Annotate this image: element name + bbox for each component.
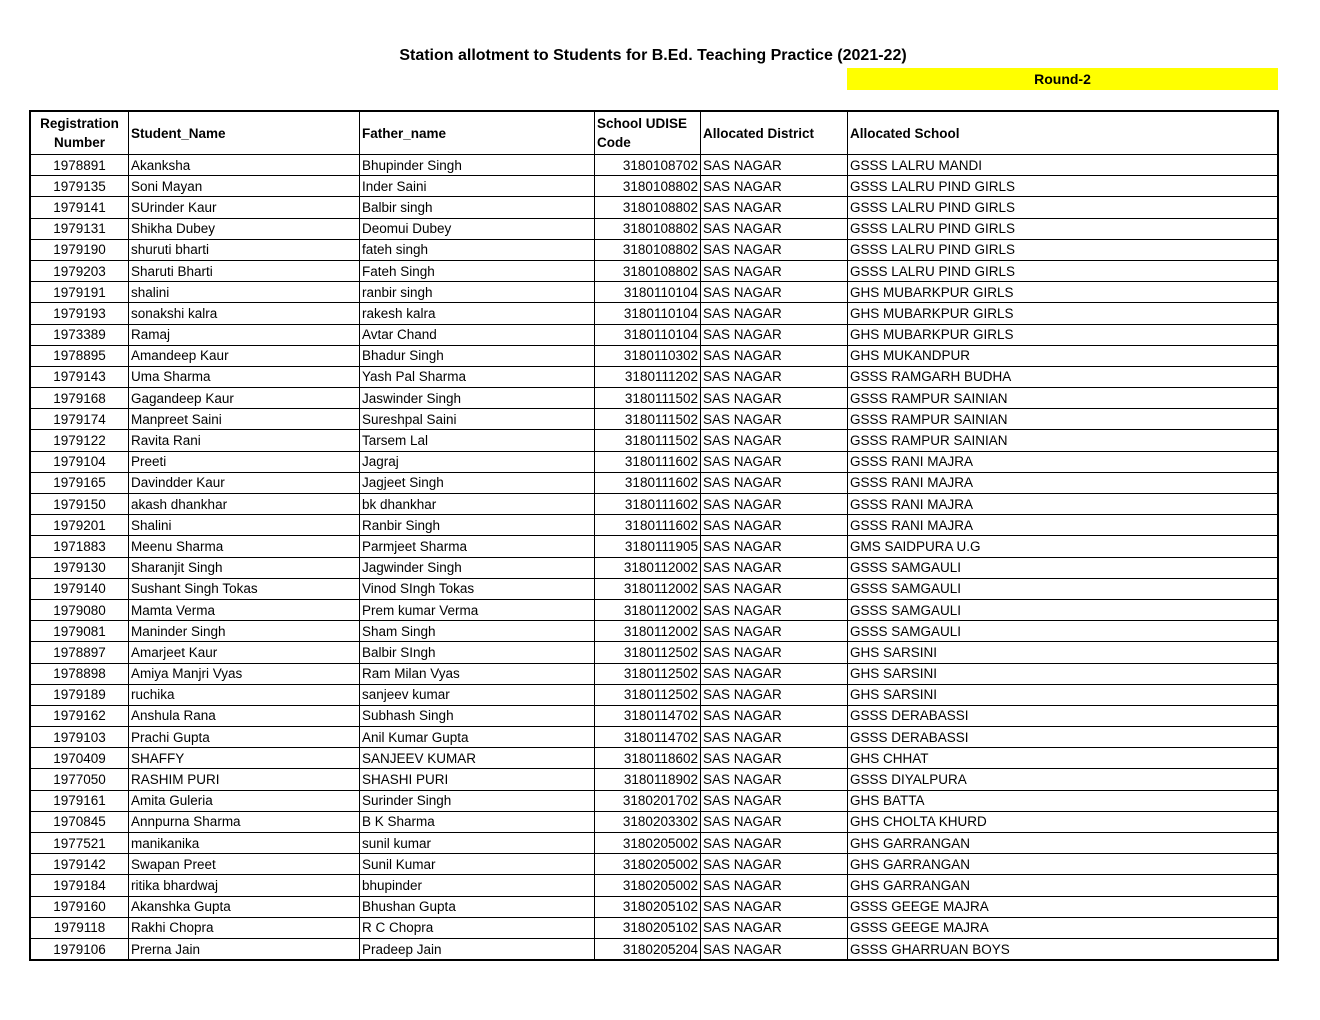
cell-school-udise-code: 3180112502 (595, 642, 701, 663)
cell-registration-number: 1973389 (30, 324, 129, 345)
cell-father-name: Vinod SIngh Tokas (360, 578, 595, 599)
table-row (30, 769, 1278, 790)
cell-school-udise-code: 3180108802 (595, 197, 701, 218)
cell-allocated-district: SAS NAGAR (701, 239, 848, 260)
table-row (30, 260, 1278, 281)
cell-allocated-school: GHS GARRANGAN (848, 854, 1279, 875)
cell-registration-number: 1979118 (30, 917, 129, 938)
cell-school-udise-code: 3180108802 (595, 176, 701, 197)
cell-father-name: Jagjeet Singh (360, 472, 595, 493)
cell-father-name: ranbir singh (360, 282, 595, 303)
table-row (30, 515, 1278, 536)
table-body (30, 155, 1278, 961)
cell-student-name: Amiya Manjri Vyas (129, 663, 360, 684)
table-row (30, 811, 1278, 832)
table-row (30, 345, 1278, 366)
cell-student-name: SHAFFY (129, 748, 360, 769)
cell-student-name: ruchika (129, 684, 360, 705)
cell-student-name: Meenu Sharma (129, 536, 360, 557)
cell-school-udise-code: 3180205002 (595, 875, 701, 896)
round-label: Round-2 (847, 68, 1278, 90)
cell-allocated-district: SAS NAGAR (701, 578, 848, 599)
cell-allocated-district: SAS NAGAR (701, 345, 848, 366)
header-student-name: Student_Name (129, 111, 360, 155)
cell-allocated-district: SAS NAGAR (701, 536, 848, 557)
cell-registration-number: 1979201 (30, 515, 129, 536)
cell-father-name: Balbir SIngh (360, 642, 595, 663)
cell-registration-number: 1979140 (30, 578, 129, 599)
cell-school-udise-code: 3180205002 (595, 833, 701, 854)
table-row (30, 642, 1278, 663)
cell-student-name: Gagandeep Kaur (129, 388, 360, 409)
cell-allocated-school: GSSS DIYALPURA (848, 769, 1279, 790)
table-row (30, 536, 1278, 557)
cell-student-name: Preeti (129, 451, 360, 472)
cell-father-name: Fateh Singh (360, 260, 595, 281)
cell-school-udise-code: 3180114702 (595, 705, 701, 726)
cell-school-udise-code: 3180114702 (595, 727, 701, 748)
cell-allocated-district: SAS NAGAR (701, 218, 848, 239)
header-registration-number: Registration Number (30, 111, 129, 155)
cell-allocated-district: SAS NAGAR (701, 303, 848, 324)
cell-allocated-district: SAS NAGAR (701, 472, 848, 493)
cell-student-name: Shalini (129, 515, 360, 536)
cell-father-name: Sunil Kumar (360, 854, 595, 875)
cell-allocated-school: GSSS SAMGAULI (848, 599, 1279, 620)
cell-school-udise-code: 3180111602 (595, 472, 701, 493)
table-row (30, 621, 1278, 642)
cell-school-udise-code: 3180111502 (595, 388, 701, 409)
cell-allocated-school: GSSS RAMPUR SAINIAN (848, 409, 1279, 430)
cell-allocated-district: SAS NAGAR (701, 854, 848, 875)
cell-allocated-district: SAS NAGAR (701, 366, 848, 387)
cell-allocated-school: GSSS SAMGAULI (848, 578, 1279, 599)
cell-allocated-district: SAS NAGAR (701, 155, 848, 176)
cell-allocated-district: SAS NAGAR (701, 494, 848, 515)
table-row (30, 705, 1278, 726)
cell-allocated-school: GSSS GEEGE MAJRA (848, 917, 1279, 938)
table-row (30, 917, 1278, 938)
cell-school-udise-code: 3180112002 (595, 578, 701, 599)
cell-school-udise-code: 3180201702 (595, 790, 701, 811)
cell-student-name: manikanika (129, 833, 360, 854)
cell-father-name: B K Sharma (360, 811, 595, 832)
cell-school-udise-code: 3180112002 (595, 621, 701, 642)
cell-school-udise-code: 3180111502 (595, 430, 701, 451)
cell-allocated-school: GMS SAIDPURA U.G (848, 536, 1279, 557)
table-row (30, 472, 1278, 493)
table-row (30, 833, 1278, 854)
cell-registration-number: 1979135 (30, 176, 129, 197)
cell-allocated-school: GSSS SAMGAULI (848, 557, 1279, 578)
cell-father-name: Prem kumar Verma (360, 599, 595, 620)
cell-father-name: Jagwinder Singh (360, 557, 595, 578)
cell-allocated-district: SAS NAGAR (701, 324, 848, 345)
cell-father-name: Anil Kumar Gupta (360, 727, 595, 748)
cell-allocated-school: GSSS RANI MAJRA (848, 494, 1279, 515)
cell-school-udise-code: 3180205102 (595, 896, 701, 917)
cell-registration-number: 1979168 (30, 388, 129, 409)
cell-registration-number: 1979141 (30, 197, 129, 218)
cell-student-name: sonakshi kalra (129, 303, 360, 324)
table-row (30, 451, 1278, 472)
cell-father-name: rakesh kalra (360, 303, 595, 324)
cell-registration-number: 1979203 (30, 260, 129, 281)
cell-father-name: Ranbir Singh (360, 515, 595, 536)
cell-allocated-district: SAS NAGAR (701, 896, 848, 917)
cell-allocated-district: SAS NAGAR (701, 684, 848, 705)
cell-registration-number: 1978898 (30, 663, 129, 684)
cell-allocated-school: GHS SARSINI (848, 663, 1279, 684)
cell-registration-number: 1979191 (30, 282, 129, 303)
header-allocated-district: Allocated District (701, 111, 848, 155)
cell-school-udise-code: 3180112002 (595, 557, 701, 578)
cell-registration-number: 1971883 (30, 536, 129, 557)
cell-school-udise-code: 3180118902 (595, 769, 701, 790)
table-row (30, 727, 1278, 748)
cell-registration-number: 1979080 (30, 599, 129, 620)
cell-student-name: RASHIM PURI (129, 769, 360, 790)
cell-allocated-school: GSSS SAMGAULI (848, 621, 1279, 642)
cell-school-udise-code: 3180110104 (595, 282, 701, 303)
table-row (30, 176, 1278, 197)
cell-father-name: Surinder Singh (360, 790, 595, 811)
cell-allocated-district: SAS NAGAR (701, 430, 848, 451)
cell-school-udise-code: 3180205102 (595, 917, 701, 938)
cell-allocated-school: GSSS DERABASSI (848, 705, 1279, 726)
cell-school-udise-code: 3180111905 (595, 536, 701, 557)
table-row (30, 748, 1278, 769)
cell-allocated-school: GHS MUBARKPUR GIRLS (848, 324, 1279, 345)
table-header-row (30, 111, 1278, 155)
cell-student-name: Davindder Kaur (129, 472, 360, 493)
table-row (30, 218, 1278, 239)
cell-allocated-school: GHS CHHAT (848, 748, 1279, 769)
cell-student-name: Soni Mayan (129, 176, 360, 197)
cell-allocated-district: SAS NAGAR (701, 938, 848, 960)
cell-student-name: Uma Sharma (129, 366, 360, 387)
cell-allocated-district: SAS NAGAR (701, 769, 848, 790)
header-father-name: Father_name (360, 111, 595, 155)
cell-father-name: Bhupinder Singh (360, 155, 595, 176)
cell-student-name: ritika bhardwaj (129, 875, 360, 896)
cell-allocated-district: SAS NAGAR (701, 260, 848, 281)
cell-school-udise-code: 3180112502 (595, 684, 701, 705)
table-row (30, 430, 1278, 451)
cell-registration-number: 1979142 (30, 854, 129, 875)
cell-allocated-school: GSSS LALRU MANDI (848, 155, 1279, 176)
cell-student-name: shuruti bharti (129, 239, 360, 260)
cell-allocated-school: GSSS LALRU PIND GIRLS (848, 260, 1279, 281)
table-row (30, 388, 1278, 409)
cell-registration-number: 1979103 (30, 727, 129, 748)
cell-student-name: Sushant Singh Tokas (129, 578, 360, 599)
cell-father-name: Yash Pal Sharma (360, 366, 595, 387)
table-row (30, 599, 1278, 620)
cell-allocated-school: GSSS GEEGE MAJRA (848, 896, 1279, 917)
cell-registration-number: 1977521 (30, 833, 129, 854)
cell-student-name: Annpurna Sharma (129, 811, 360, 832)
cell-allocated-school: GSSS DERABASSI (848, 727, 1279, 748)
header-allocated-school: Allocated School (848, 111, 1279, 155)
table-row (30, 282, 1278, 303)
cell-father-name: bk dhankhar (360, 494, 595, 515)
cell-registration-number: 1977050 (30, 769, 129, 790)
cell-allocated-school: GSSS RAMPUR SAINIAN (848, 388, 1279, 409)
cell-student-name: Swapan Preet (129, 854, 360, 875)
cell-registration-number: 1979150 (30, 494, 129, 515)
cell-school-udise-code: 3180108702 (595, 155, 701, 176)
cell-school-udise-code: 3180111602 (595, 494, 701, 515)
cell-student-name: Sharanjit Singh (129, 557, 360, 578)
cell-allocated-school: GHS MUBARKPUR GIRLS (848, 303, 1279, 324)
cell-father-name: SHASHI PURI (360, 769, 595, 790)
cell-allocated-district: SAS NAGAR (701, 451, 848, 472)
cell-allocated-school: GHS GARRANGAN (848, 875, 1279, 896)
cell-school-udise-code: 3180110104 (595, 303, 701, 324)
cell-student-name: Amarjeet Kaur (129, 642, 360, 663)
cell-student-name: Ravita Rani (129, 430, 360, 451)
cell-allocated-school: GHS SARSINI (848, 642, 1279, 663)
cell-student-name: SUrinder Kaur (129, 197, 360, 218)
cell-student-name: Akanksha (129, 155, 360, 176)
table-row (30, 663, 1278, 684)
cell-school-udise-code: 3180111502 (595, 409, 701, 430)
cell-allocated-district: SAS NAGAR (701, 599, 848, 620)
cell-allocated-district: SAS NAGAR (701, 833, 848, 854)
cell-student-name: Maninder Singh (129, 621, 360, 642)
cell-registration-number: 1979104 (30, 451, 129, 472)
table-row (30, 790, 1278, 811)
cell-allocated-district: SAS NAGAR (701, 515, 848, 536)
table-row (30, 494, 1278, 515)
cell-allocated-school: GHS MUBARKPUR GIRLS (848, 282, 1279, 303)
cell-allocated-district: SAS NAGAR (701, 748, 848, 769)
page-title: Station allotment to Students for B.Ed. Teaching Practice (2021-22) (399, 47, 907, 64)
cell-allocated-school: GSSS RANI MAJRA (848, 451, 1279, 472)
cell-student-name: Amita Guleria (129, 790, 360, 811)
cell-allocated-school: GHS CHOLTA KHURD (848, 811, 1279, 832)
table-row (30, 366, 1278, 387)
cell-student-name: akash dhankhar (129, 494, 360, 515)
cell-allocated-district: SAS NAGAR (701, 197, 848, 218)
cell-father-name: Avtar Chand (360, 324, 595, 345)
table-row (30, 684, 1278, 705)
cell-father-name: Inder Saini (360, 176, 595, 197)
cell-father-name: Balbir singh (360, 197, 595, 218)
cell-allocated-district: SAS NAGAR (701, 621, 848, 642)
cell-school-udise-code: 3180203302 (595, 811, 701, 832)
cell-father-name: Deomui Dubey (360, 218, 595, 239)
cell-student-name: Rakhi Chopra (129, 917, 360, 938)
cell-student-name: Sharuti Bharti (129, 260, 360, 281)
cell-allocated-school: GHS MUKANDPUR (848, 345, 1279, 366)
cell-registration-number: 1979106 (30, 938, 129, 960)
cell-father-name: Sureshpal Saini (360, 409, 595, 430)
cell-father-name: Pradeep Jain (360, 938, 595, 960)
table-row (30, 324, 1278, 345)
cell-allocated-district: SAS NAGAR (701, 176, 848, 197)
cell-registration-number: 1970409 (30, 748, 129, 769)
cell-registration-number: 1979161 (30, 790, 129, 811)
cell-allocated-school: GSSS LALRU PIND GIRLS (848, 197, 1279, 218)
header-school-udise-code: School UDISE Code (595, 111, 701, 155)
cell-school-udise-code: 3180111602 (595, 515, 701, 536)
table-row (30, 854, 1278, 875)
cell-allocated-school: GSSS RANI MAJRA (848, 472, 1279, 493)
cell-registration-number: 1979122 (30, 430, 129, 451)
table-row (30, 409, 1278, 430)
cell-father-name: sanjeev kumar (360, 684, 595, 705)
cell-registration-number: 1970845 (30, 811, 129, 832)
cell-allocated-district: SAS NAGAR (701, 875, 848, 896)
cell-father-name: Ram Milan Vyas (360, 663, 595, 684)
cell-father-name: SANJEEV KUMAR (360, 748, 595, 769)
cell-father-name: sunil kumar (360, 833, 595, 854)
cell-father-name: fateh singh (360, 239, 595, 260)
cell-school-udise-code: 3180110104 (595, 324, 701, 345)
cell-father-name: Jagraj (360, 451, 595, 472)
cell-student-name: Mamta Verma (129, 599, 360, 620)
cell-allocated-school: GHS GARRANGAN (848, 833, 1279, 854)
cell-allocated-school: GSSS RAMGARH BUDHA (848, 366, 1279, 387)
allotment-table (29, 110, 1279, 961)
cell-registration-number: 1979189 (30, 684, 129, 705)
cell-allocated-district: SAS NAGAR (701, 705, 848, 726)
cell-allocated-school: GSSS LALRU PIND GIRLS (848, 239, 1279, 260)
cell-allocated-district: SAS NAGAR (701, 917, 848, 938)
table-row (30, 896, 1278, 917)
cell-school-udise-code: 3180111602 (595, 451, 701, 472)
cell-allocated-district: SAS NAGAR (701, 663, 848, 684)
table-row (30, 875, 1278, 896)
cell-registration-number: 1979190 (30, 239, 129, 260)
cell-father-name: Subhash Singh (360, 705, 595, 726)
cell-allocated-district: SAS NAGAR (701, 557, 848, 578)
cell-allocated-school: GSSS LALRU PIND GIRLS (848, 218, 1279, 239)
cell-registration-number: 1978891 (30, 155, 129, 176)
cell-registration-number: 1978895 (30, 345, 129, 366)
cell-allocated-school: GSSS RAMPUR SAINIAN (848, 430, 1279, 451)
cell-school-udise-code: 3180110302 (595, 345, 701, 366)
cell-registration-number: 1978897 (30, 642, 129, 663)
table-row (30, 938, 1278, 960)
cell-school-udise-code: 3180112502 (595, 663, 701, 684)
cell-father-name: Tarsem Lal (360, 430, 595, 451)
cell-registration-number: 1979131 (30, 218, 129, 239)
cell-allocated-school: GHS BATTA (848, 790, 1279, 811)
cell-student-name: Ramaj (129, 324, 360, 345)
cell-allocated-school: GSSS GHARRUAN BOYS (848, 938, 1279, 960)
cell-allocated-district: SAS NAGAR (701, 811, 848, 832)
cell-allocated-district: SAS NAGAR (701, 409, 848, 430)
cell-allocated-school: GSSS RANI MAJRA (848, 515, 1279, 536)
cell-student-name: Akanshka Gupta (129, 896, 360, 917)
cell-registration-number: 1979165 (30, 472, 129, 493)
cell-registration-number: 1979130 (30, 557, 129, 578)
cell-registration-number: 1979160 (30, 896, 129, 917)
cell-registration-number: 1979193 (30, 303, 129, 324)
cell-school-udise-code: 3180118602 (595, 748, 701, 769)
cell-father-name: Bhadur Singh (360, 345, 595, 366)
cell-registration-number: 1979081 (30, 621, 129, 642)
cell-school-udise-code: 3180108802 (595, 239, 701, 260)
cell-school-udise-code: 3180108802 (595, 218, 701, 239)
cell-father-name: Sham Singh (360, 621, 595, 642)
cell-allocated-district: SAS NAGAR (701, 790, 848, 811)
cell-student-name: Shikha Dubey (129, 218, 360, 239)
table-row (30, 155, 1278, 176)
cell-allocated-district: SAS NAGAR (701, 282, 848, 303)
cell-allocated-district: SAS NAGAR (701, 388, 848, 409)
table-row (30, 197, 1278, 218)
cell-school-udise-code: 3180111202 (595, 366, 701, 387)
cell-school-udise-code: 3180112002 (595, 599, 701, 620)
cell-student-name: Prerna Jain (129, 938, 360, 960)
cell-registration-number: 1979143 (30, 366, 129, 387)
cell-allocated-school: GSSS LALRU PIND GIRLS (848, 176, 1279, 197)
cell-father-name: R C Chopra (360, 917, 595, 938)
cell-father-name: Jaswinder Singh (360, 388, 595, 409)
cell-allocated-district: SAS NAGAR (701, 642, 848, 663)
cell-registration-number: 1979174 (30, 409, 129, 430)
cell-student-name: Amandeep Kaur (129, 345, 360, 366)
cell-father-name: Bhushan Gupta (360, 896, 595, 917)
cell-school-udise-code: 3180108802 (595, 260, 701, 281)
table-row (30, 557, 1278, 578)
table-row (30, 303, 1278, 324)
cell-registration-number: 1979162 (30, 705, 129, 726)
cell-school-udise-code: 3180205204 (595, 938, 701, 960)
cell-student-name: Prachi Gupta (129, 727, 360, 748)
cell-student-name: shalini (129, 282, 360, 303)
cell-father-name: bhupinder (360, 875, 595, 896)
table-row (30, 578, 1278, 599)
cell-school-udise-code: 3180205002 (595, 854, 701, 875)
cell-registration-number: 1979184 (30, 875, 129, 896)
cell-allocated-school: GHS SARSINI (848, 684, 1279, 705)
cell-student-name: Manpreet Saini (129, 409, 360, 430)
table-row (30, 239, 1278, 260)
cell-father-name: Parmjeet Sharma (360, 536, 595, 557)
cell-allocated-district: SAS NAGAR (701, 727, 848, 748)
cell-student-name: Anshula Rana (129, 705, 360, 726)
